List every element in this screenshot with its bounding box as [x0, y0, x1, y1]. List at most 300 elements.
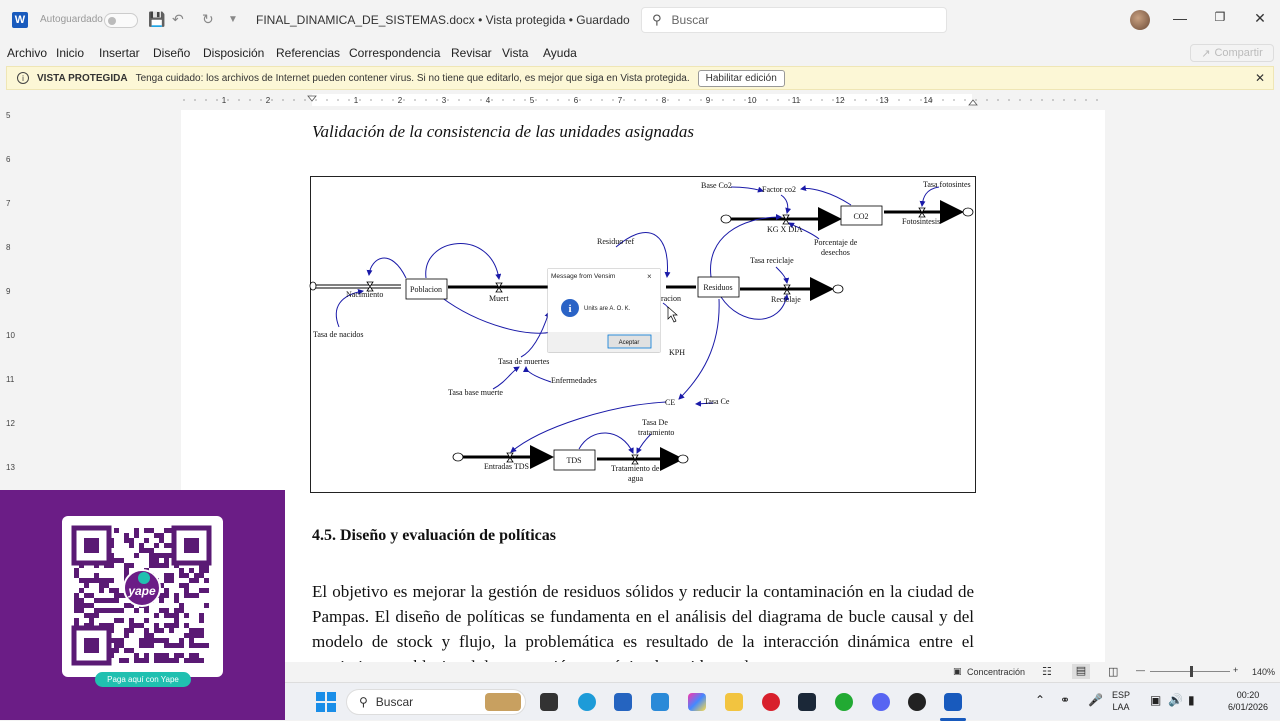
outlook-icon[interactable]: [651, 693, 669, 711]
ruler-number: 11: [791, 96, 801, 105]
qr-module: [204, 588, 209, 593]
dialog-accept-label: Aceptar: [618, 340, 640, 346]
ruler-tick: [194, 99, 195, 100]
tab-disposicion[interactable]: Disposición: [203, 46, 265, 60]
link-factorco2: [781, 195, 788, 213]
ruler-number: 13: [6, 463, 15, 472]
zoom-out-icon[interactable]: —: [1136, 665, 1145, 675]
qr-module: [144, 638, 149, 643]
language-indicator[interactable]: [1112, 689, 1130, 713]
ruler-number: 10: [6, 331, 15, 340]
variable-label: Tasa De: [642, 418, 668, 427]
qr-module: [179, 603, 184, 608]
qr-module: [94, 608, 99, 613]
qr-module: [154, 543, 159, 548]
vensim-dialog: [548, 269, 677, 353]
tab-archivo[interactable]: Archivo: [7, 46, 48, 60]
ruler-tick: [590, 99, 591, 100]
ruler-number: 13: [879, 96, 889, 105]
qr-module: [184, 613, 189, 618]
ruler-tick: [1063, 99, 1064, 100]
store-icon[interactable]: [614, 693, 632, 711]
variable-label: racion: [661, 294, 681, 303]
qr-module: [149, 528, 154, 533]
qr-module: [79, 578, 84, 583]
ruler-tick: [282, 99, 283, 100]
qr-module: [169, 573, 174, 578]
qr-module: [164, 543, 169, 548]
clock[interactable]: [1228, 689, 1268, 713]
ruler-tick: [491, 99, 492, 100]
word-icon: W: [12, 12, 28, 28]
ruler-tick: [1074, 99, 1075, 100]
variable-label: Enfermedades: [551, 376, 597, 385]
qr-module: [184, 593, 189, 598]
qr-module: [99, 578, 104, 583]
discord-icon[interactable]: [872, 693, 890, 711]
app-icon[interactable]: [835, 693, 853, 711]
ruler-number: 2: [397, 96, 403, 105]
qr-module: [124, 568, 129, 573]
qr-module: [149, 548, 154, 553]
qr-module: [169, 578, 174, 583]
ruler-tick: [458, 99, 459, 100]
ruler-number: 14: [923, 96, 933, 105]
print-layout-icon[interactable]: ▤: [1072, 664, 1090, 679]
widget-icon[interactable]: [485, 693, 521, 711]
stock-label: Residuos: [703, 283, 733, 292]
ruler-tick: [1041, 99, 1042, 100]
ruler-tick: [524, 99, 525, 100]
body-paragraph: El objetivo es mejorar la gestión de residuos sólidos y reducir la contaminación en la ciudad de Pampas. El diseño de políticas se fundamenta en el análisis del diagrama de bucle causal y del modelo de stock y flujo, la problemática es resultado de la interacción dinámica entre el: [312, 582, 974, 651]
share-icon: ↗: [1201, 47, 1211, 60]
task-view-icon[interactable]: [540, 693, 558, 711]
qr-module: [154, 553, 159, 558]
qr-module: [114, 638, 119, 643]
qr-module: [199, 658, 204, 663]
yape-pay-button[interactable]: Paga aquí con Yape: [95, 672, 191, 687]
ruler-tick: [293, 99, 294, 100]
section-heading: 4.5. Diseño y evaluación de políticas: [312, 527, 557, 544]
ruler-number: 4: [485, 96, 491, 105]
ruler-number: 1: [221, 96, 227, 105]
variable-label: Tratamiento de: [611, 464, 660, 473]
ruler-number: 5: [6, 111, 11, 120]
qr-module: [114, 593, 119, 598]
ruler-tick: [986, 99, 987, 100]
read-mode-icon[interactable]: ☷: [1042, 666, 1052, 678]
qr-module: [174, 643, 179, 648]
keyboard-code: LAA: [1112, 702, 1130, 712]
qr-module: [199, 643, 204, 648]
qr-finder-center: [84, 638, 99, 653]
redo-icon[interactable]: ↻: [202, 11, 214, 27]
qr-module: [164, 573, 169, 578]
link-poblacion-nacimiento: [369, 258, 406, 278]
variable-label: Tasa Ce: [704, 397, 730, 406]
protected-label: VISTA PROTEGIDA: [37, 72, 128, 84]
word-taskbar-icon[interactable]: [944, 693, 962, 711]
qr-module: [179, 583, 184, 588]
info-icon-glyph: i: [568, 303, 572, 315]
tab-correspondencia[interactable]: Correspondencia: [349, 46, 441, 60]
variable-label: Tasa de nacidos: [313, 330, 364, 339]
qr-module: [114, 643, 119, 648]
ruler-tick: [1052, 99, 1053, 100]
qr-module: [149, 643, 154, 648]
tab-diseno[interactable]: Diseño: [153, 46, 191, 60]
qr-module: [119, 643, 124, 648]
qr-module: [189, 643, 194, 648]
qr-module: [124, 533, 129, 538]
qr-module: [154, 628, 159, 633]
qr-module: [129, 563, 134, 568]
qr-module: [74, 593, 79, 598]
link-residuos-ce: [679, 299, 719, 399]
qr-module: [129, 543, 134, 548]
qr-module: [154, 613, 159, 618]
qr-module: [74, 618, 79, 623]
qr-module: [94, 613, 99, 618]
qr-module: [164, 558, 169, 563]
ruler-number: 7: [617, 96, 623, 105]
qr-module: [89, 593, 94, 598]
copilot-icon[interactable]: [688, 693, 706, 711]
qr-module: [99, 608, 104, 613]
ruler-tick: [1085, 99, 1086, 100]
avatar[interactable]: [1130, 10, 1150, 30]
autosave-toggle[interactable]: [104, 13, 138, 28]
ruler-number: 5: [529, 96, 535, 105]
qr-module: [199, 588, 204, 593]
clock-time: 00:20: [1236, 690, 1260, 700]
qr-module: [139, 623, 144, 628]
qr-module: [129, 623, 134, 628]
qr-module: [164, 653, 169, 658]
ruler-tick: [623, 99, 624, 100]
ruler-tick: [216, 99, 217, 100]
qr-module: [189, 568, 194, 573]
steam-icon[interactable]: [798, 693, 816, 711]
link-ce-entradas: [511, 402, 666, 452]
dialog-message: Units are A. O. K.: [584, 306, 631, 312]
variable-label: Factor co2: [762, 185, 796, 194]
ruler-tick: [546, 99, 547, 100]
mouse-cursor-icon: [668, 307, 677, 322]
qr-module: [99, 598, 104, 603]
qr-module: [144, 628, 149, 633]
qr-module: [144, 528, 149, 533]
qr-module: [84, 603, 89, 608]
ruler-number: 10: [747, 96, 757, 105]
dialog-close-icon[interactable]: ×: [647, 272, 652, 281]
ruler-tick: [733, 99, 734, 100]
qr-module: [134, 623, 139, 628]
close-icon[interactable]: ✕: [1254, 10, 1266, 26]
ruler-number: 2: [265, 96, 271, 105]
tab-inicio[interactable]: Inicio: [56, 46, 85, 60]
qr-module: [119, 658, 124, 663]
ruler-tick: [183, 99, 184, 100]
qr-module: [119, 593, 124, 598]
qr-module: [174, 598, 179, 603]
qr-module: [179, 573, 184, 578]
qr-module: [194, 593, 199, 598]
tab-vista[interactable]: Vista: [502, 46, 529, 60]
qr-module: [144, 653, 149, 658]
qr-module: [184, 658, 189, 663]
qr-module: [104, 608, 109, 613]
qr-module: [194, 658, 199, 663]
qr-module: [164, 593, 169, 598]
ruler-number: 3: [441, 96, 447, 105]
ruler-number: 9: [6, 287, 11, 296]
qr-module: [144, 633, 149, 638]
ruler-tick: [535, 99, 536, 100]
qr-module: [144, 658, 149, 663]
qr-module: [199, 613, 204, 618]
qr-module: [94, 573, 99, 578]
ruler-tick: [634, 99, 635, 100]
windows-start-icon[interactable]: [316, 692, 336, 712]
qr-module: [124, 538, 129, 543]
cloud-sink-tratamiento: [678, 455, 688, 463]
qr-module: [159, 653, 164, 658]
zoom-level[interactable]: 140%: [1252, 667, 1276, 677]
qr-module: [169, 613, 174, 618]
qr-module: [144, 643, 149, 648]
qr-module: [129, 648, 134, 653]
qr-module: [119, 558, 124, 563]
network-icon[interactable]: ▣: [1150, 693, 1162, 707]
link-tasafotosintes: [922, 187, 939, 206]
ribbon-tabs: [0, 42, 1280, 64]
link-baseco2: [731, 187, 763, 191]
ruler-tick: [359, 99, 360, 100]
ruler-tick: [227, 99, 228, 100]
cloud-source-nacimiento: [310, 282, 316, 290]
tray-chevron-icon[interactable]: ⌃: [1035, 693, 1046, 707]
qr-module: [179, 643, 184, 648]
qr-module: [144, 618, 149, 623]
qr-module: [144, 548, 149, 553]
ruler-tick: [689, 99, 690, 100]
search-box[interactable]: [641, 7, 947, 33]
qr-module: [84, 593, 89, 598]
maximize-icon[interactable]: ❐: [1214, 10, 1226, 24]
search-placeholder: Buscar: [671, 13, 709, 27]
ruler-tick: [678, 99, 679, 100]
zoom-slider-thumb[interactable]: [1190, 666, 1193, 677]
enable-editing-button[interactable]: Habilitar edición: [698, 70, 785, 87]
qr-module: [194, 573, 199, 578]
variable-label: KPH: [669, 348, 686, 357]
qr-module: [159, 563, 164, 568]
qr-module: [109, 578, 114, 583]
qr-module: [159, 628, 164, 633]
qr-finder-center: [84, 538, 99, 553]
qr-module: [79, 603, 84, 608]
qr-module: [184, 633, 189, 638]
qr-module: [189, 628, 194, 633]
qr-module: [159, 553, 164, 558]
qr-module: [149, 558, 154, 563]
folder-icon[interactable]: [725, 693, 743, 711]
qr-module: [204, 643, 209, 648]
vertical-ruler[interactable]: [4, 108, 14, 488]
document-title[interactable]: FINAL_DINAMICA_DE_SISTEMAS.docx • Vista protegida • Guardado: [256, 13, 630, 27]
save-icon[interactable]: 💾: [148, 11, 166, 27]
qr-module: [124, 648, 129, 653]
qr-module: [179, 638, 184, 643]
qr-module: [154, 653, 159, 658]
stock-label: Poblacion: [410, 285, 442, 294]
qr-module: [154, 658, 159, 663]
variable-label: Entradas TDS: [484, 462, 529, 471]
yape-logo-text: yape: [128, 584, 156, 598]
tab-insertar[interactable]: Insertar: [99, 46, 140, 60]
minimize-icon[interactable]: —: [1173, 10, 1187, 26]
tab-ayuda[interactable]: Ayuda: [543, 46, 577, 60]
variable-label: agua: [628, 474, 644, 483]
ruler-tick: [392, 99, 393, 100]
qr-module: [139, 543, 144, 548]
qr-module: [169, 623, 174, 628]
horizontal-ruler[interactable]: [180, 94, 1105, 106]
qr-module: [179, 568, 184, 573]
ruler-tick: [942, 99, 943, 100]
ruler-tick: [205, 99, 206, 100]
close-bar-icon[interactable]: ✕: [1254, 71, 1265, 85]
qr-module: [179, 608, 184, 613]
qr-module: [144, 608, 149, 613]
shield-icon: i: [17, 72, 29, 84]
focus-icon[interactable]: ▣: [953, 666, 962, 676]
search-icon: ⚲: [652, 12, 662, 27]
variable-label: tratamiento: [638, 428, 675, 437]
variable-label: Tasa fotosintes: [923, 180, 971, 189]
variable-label: Tasa de muertes: [498, 357, 550, 366]
qr-module: [149, 633, 154, 638]
ruler-tick: [667, 99, 668, 100]
zoom-in-icon[interactable]: +: [1233, 665, 1239, 675]
qr-module: [74, 573, 79, 578]
qr-module: [114, 528, 119, 533]
language-code: ESP: [1112, 690, 1131, 700]
autosave-label: Autoguardado: [40, 14, 103, 25]
qr-module: [174, 653, 179, 658]
share-label: Compartir: [1214, 47, 1263, 59]
variable-label: Fotosintesis: [902, 217, 941, 226]
protected-message: Tenga cuidado: los archivos de Internet pueden contener virus. Si no tiene que editarlo, es mejor que siga en Vista protegida.: [135, 72, 690, 84]
qr-module: [169, 643, 174, 648]
ruler-tick: [436, 99, 437, 100]
qr-module: [169, 658, 174, 663]
qr-module: [149, 638, 154, 643]
tray-app-icon[interactable]: ⚭: [1060, 693, 1071, 707]
ruler-tick: [557, 99, 558, 100]
qr-module: [79, 598, 84, 603]
qr-module: [194, 578, 199, 583]
qr-module: [174, 618, 179, 623]
ruler-tick: [788, 99, 789, 100]
obs-icon[interactable]: [908, 693, 926, 711]
qr-code[interactable]: [62, 516, 223, 677]
web-layout-icon[interactable]: ◫: [1108, 666, 1119, 678]
qr-module: [104, 583, 109, 588]
variable-label: Porcentaje de: [814, 238, 858, 247]
flow-nacimiento: [313, 285, 401, 288]
qr-module: [129, 618, 134, 623]
qr-module: [74, 608, 79, 613]
link-tasamuertes: [521, 312, 549, 357]
qr-module: [124, 628, 129, 633]
title-bar: [0, 0, 1280, 40]
volume-icon[interactable]: 🔊: [1168, 693, 1183, 707]
share-button[interactable]: [1190, 44, 1274, 62]
ruler-tick: [744, 99, 745, 100]
variable-label: Reciclaje: [771, 295, 801, 304]
qr-module: [119, 608, 124, 613]
qr-module: [189, 633, 194, 638]
microphone-icon[interactable]: 🎤: [1088, 693, 1103, 707]
ruler-tick: [898, 99, 899, 100]
dialog-title: Message from Vensim: [551, 273, 616, 280]
variable-label: Nacimiento: [346, 290, 384, 299]
edge-icon[interactable]: [578, 693, 596, 711]
qr-module: [164, 638, 169, 643]
tab-revisar[interactable]: Revisar: [451, 46, 492, 60]
ruler-tick: [381, 99, 382, 100]
qr-module: [164, 623, 169, 628]
opera-icon[interactable]: [762, 693, 780, 711]
link-tasareciclaje: [776, 267, 787, 283]
cloud-sink-reciclaje: [833, 285, 843, 293]
qr-module: [89, 613, 94, 618]
qr-module: [134, 608, 139, 613]
ruler-tick: [425, 99, 426, 100]
ruler-tick: [975, 99, 976, 100]
ruler-tick: [337, 99, 338, 100]
focus-label[interactable]: Concentración: [967, 667, 1026, 677]
tab-referencias[interactable]: Referencias: [276, 46, 341, 60]
qr-module: [139, 638, 144, 643]
qr-module: [124, 603, 129, 608]
undo-icon[interactable]: ↶: [172, 11, 184, 27]
qr-module: [164, 658, 169, 663]
customize-icon[interactable]: ▼: [228, 14, 238, 25]
qr-module: [109, 588, 114, 593]
qr-module: [164, 528, 169, 533]
ruler-tick: [909, 99, 910, 100]
ruler-tick: [766, 99, 767, 100]
stock-label: CO2: [853, 212, 869, 221]
qr-module: [99, 583, 104, 588]
qr-module: [174, 623, 179, 628]
qr-module: [144, 538, 149, 543]
qr-module: [159, 658, 164, 663]
ruler-tick: [579, 99, 580, 100]
qr-module: [179, 653, 184, 658]
ruler-tick: [656, 99, 657, 100]
qr-module: [139, 658, 144, 663]
qr-module: [99, 588, 104, 593]
battery-icon[interactable]: ▮: [1188, 693, 1195, 707]
qr-module: [164, 643, 169, 648]
qr-module: [119, 638, 124, 643]
qr-module: [109, 608, 114, 613]
qr-module: [174, 608, 179, 613]
